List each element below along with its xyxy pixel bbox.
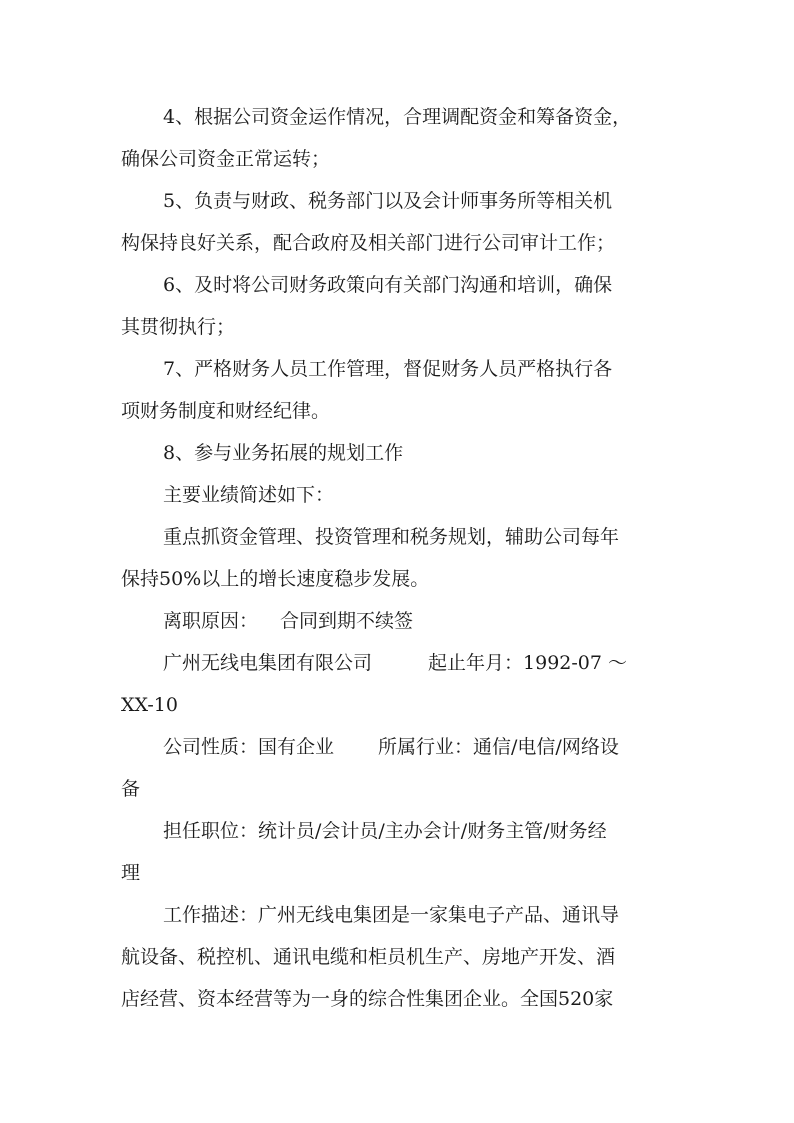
text-line: 构保持良好关系，配合政府及相关部门进行公司审计工作； bbox=[121, 232, 616, 254]
text-line: 备 bbox=[121, 778, 141, 800]
text-line: 其贯彻执行； bbox=[121, 316, 236, 338]
company-type-value: 国有企业 bbox=[258, 736, 335, 758]
text-line: 7、严格财务人员工作管理，督促财务人员严格执行各 bbox=[163, 358, 613, 380]
text-line: 理 bbox=[121, 862, 141, 884]
leaving-reason-value: 合同到期不续签 bbox=[280, 610, 414, 632]
text-line: 确保公司资金正常运转； bbox=[121, 148, 331, 170]
text-line: 项财务制度和财经纪律。 bbox=[121, 400, 331, 422]
date-range: 起止年月：1992-07 ～ bbox=[428, 652, 628, 674]
leaving-reason-label: 离职原因： bbox=[163, 610, 259, 632]
text-line: XX-10 bbox=[121, 694, 178, 716]
text-line: 重点抓资金管理、投资管理和税务规划，辅助公司每年 bbox=[163, 526, 620, 548]
text-line: 保持50%以上的增长速度稳步发展。 bbox=[121, 568, 430, 590]
text-line bbox=[163, 650, 723, 676]
text-line: 航设备、税控机、通讯电缆和柜员机生产、房地产开发、酒 bbox=[121, 946, 616, 968]
text-line: 8、参与业务拓展的规划工作 bbox=[163, 442, 404, 464]
company-name: 广州无线电集团有限公司 bbox=[163, 652, 373, 674]
text-line bbox=[163, 734, 723, 760]
text-line: 担任职位：统计员/会计员/主办会计/财务主管/财务经 bbox=[163, 820, 607, 842]
industry: 所属行业：通信/电信/网络设 bbox=[378, 736, 619, 758]
text-line: 6、及时将公司财务政策向有关部门沟通和培训，确保 bbox=[163, 274, 613, 296]
text-line bbox=[163, 608, 723, 634]
text-line: 店经营、资本经营等为一身的综合性集团企业。全国520家 bbox=[121, 988, 614, 1010]
company-type-label: 公司性质： bbox=[163, 736, 259, 758]
text-line: 主要业绩简述如下： bbox=[163, 484, 335, 506]
text-line: 工作描述：广州无线电集团是一家集电子产品、通讯导 bbox=[163, 904, 620, 926]
text-line: 5、负责与财政、税务部门以及会计师事务所等相关机 bbox=[163, 190, 613, 212]
text-line: 4、根据公司资金运作情况，合理调配资金和筹备资金， bbox=[163, 106, 632, 128]
